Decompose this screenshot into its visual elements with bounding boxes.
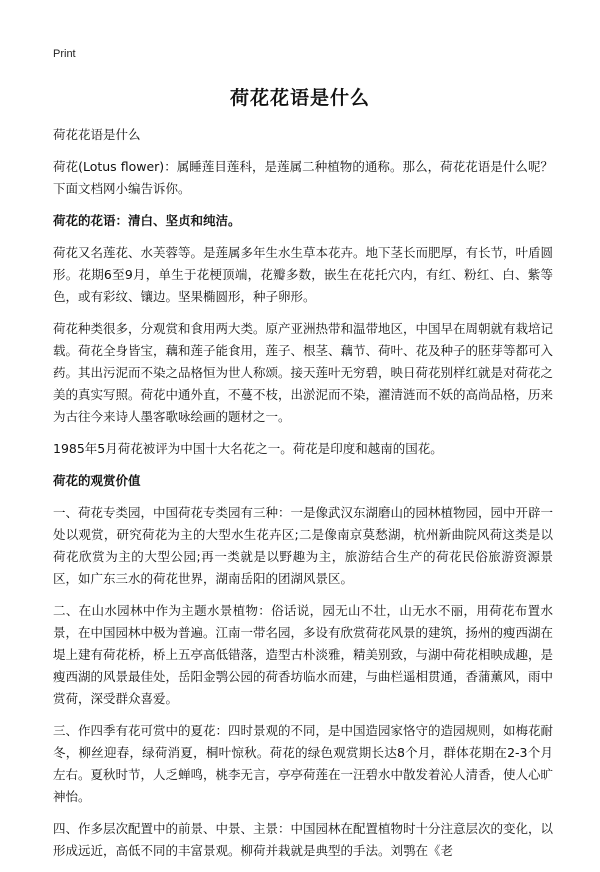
ornamental-point-4: 四、作多层次配置中的前景、中景、主景：中国园林在配置植物时十分注意层次的变化，以形成远近，高低不同的丰富景观。柳荷并栽就是典型的手法。刘鹗在《老 — [53, 821, 554, 858]
document-body — [53, 124, 553, 872]
subtitle-paragraph: 荷花花语是什么 — [53, 127, 141, 142]
intro-paragraph: 荷花(Lotus flower)：属睡莲目莲科，是莲属二种植物的通称。那么，荷花花语是什么呢？下面文档网小编告诉你。 — [53, 159, 553, 196]
national-flower-paragraph: 1985年5月荷花被评为中国十大名花之一。荷花是印度和越南的国花。 — [53, 441, 443, 456]
print-label: Print — [53, 48, 76, 60]
ornamental-point-3: 三、作四季有花可赏中的夏花：四时景观的不同，是中国造园家恪守的造园规则，如梅花耐冬，柳丝迎春，绿荷消夏，桐叶惊秋。荷花的绿色观赏期长达8个月，群体花期在2-3个月左右。夏秋时节，人乏蝉鸣，桃李无言，亭亭荷莲在一汪碧水中散发着沁人清香，使人心旷神怡。 — [53, 723, 554, 804]
ornamental-point-1: 一、荷花专类园，中国荷花专类园有三种：一是像武汉东湖磨山的园林植物园，园中开辟一处以观赏，研究荷花为主的大型水生花卉区;二是像南京莫愁湖，杭州新曲院风荷这类是以荷花欣赏为主的大型公园;再一类就是以野趣为主，旅游结合生产的荷花民俗旅游资源景区，如广东三水的荷花世界，湖南岳阳的团湖风景区。 — [53, 505, 554, 586]
section-heading-ornamental-value: 荷花的观赏价值 — [53, 473, 141, 488]
section-heading-flower-language: 荷花的花语：清白、坚贞和纯洁。 — [53, 213, 241, 228]
description-paragraph: 荷花又名莲花、水芙蓉等。是莲属多年生水生草本花卉。地下茎长而肥厚，有长节，叶盾圆形。花期6至9月，单生于花梗顶端，花瓣多数，嵌生在花托穴内，有红、粉红、白、紫等色，或有彩纹、镶边。坚果椭圆形，种子卵形。 — [53, 245, 554, 304]
page-title: 荷花花语是什么 — [229, 87, 370, 109]
ornamental-point-2: 二、在山水园林中作为主题水景植物：俗话说，园无山不壮，山无水不丽，用荷花布置水景，在中国园林中极为普遍。江南一带名园，多设有欣赏荷花风景的建筑，扬州的瘦西湖在堤上建有荷花桥，桥上五亭高低错落，造型古朴淡雅，精美别致，与湖中荷花相映成趣，是瘦西湖的风景最佳处，岳阳金鹗公园的荷香坊临水而建，与曲栏遥相贯通，香蒲薰风，雨中赏荷，深受群众喜爱。 — [53, 603, 554, 706]
varieties-paragraph: 荷花种类很多，分观赏和食用两大类。原产亚洲热带和温带地区，中国早在周朝就有栽培记载。荷花全身皆宝，藕和莲子能食用，莲子、根茎、藕节、荷叶、花及种子的胚芽等都可入药。其出污泥而不染之品格恒为世人称颂。接天莲叶无穷碧，映日荷花别样红就是对荷花之美的真实写照。荷花中通外直，不蔓不枝，出淤泥而不染，濯清涟而不妖的高尚品格，历来为古往今来诗人墨客歌咏绘画的题材之一。 — [53, 321, 554, 424]
